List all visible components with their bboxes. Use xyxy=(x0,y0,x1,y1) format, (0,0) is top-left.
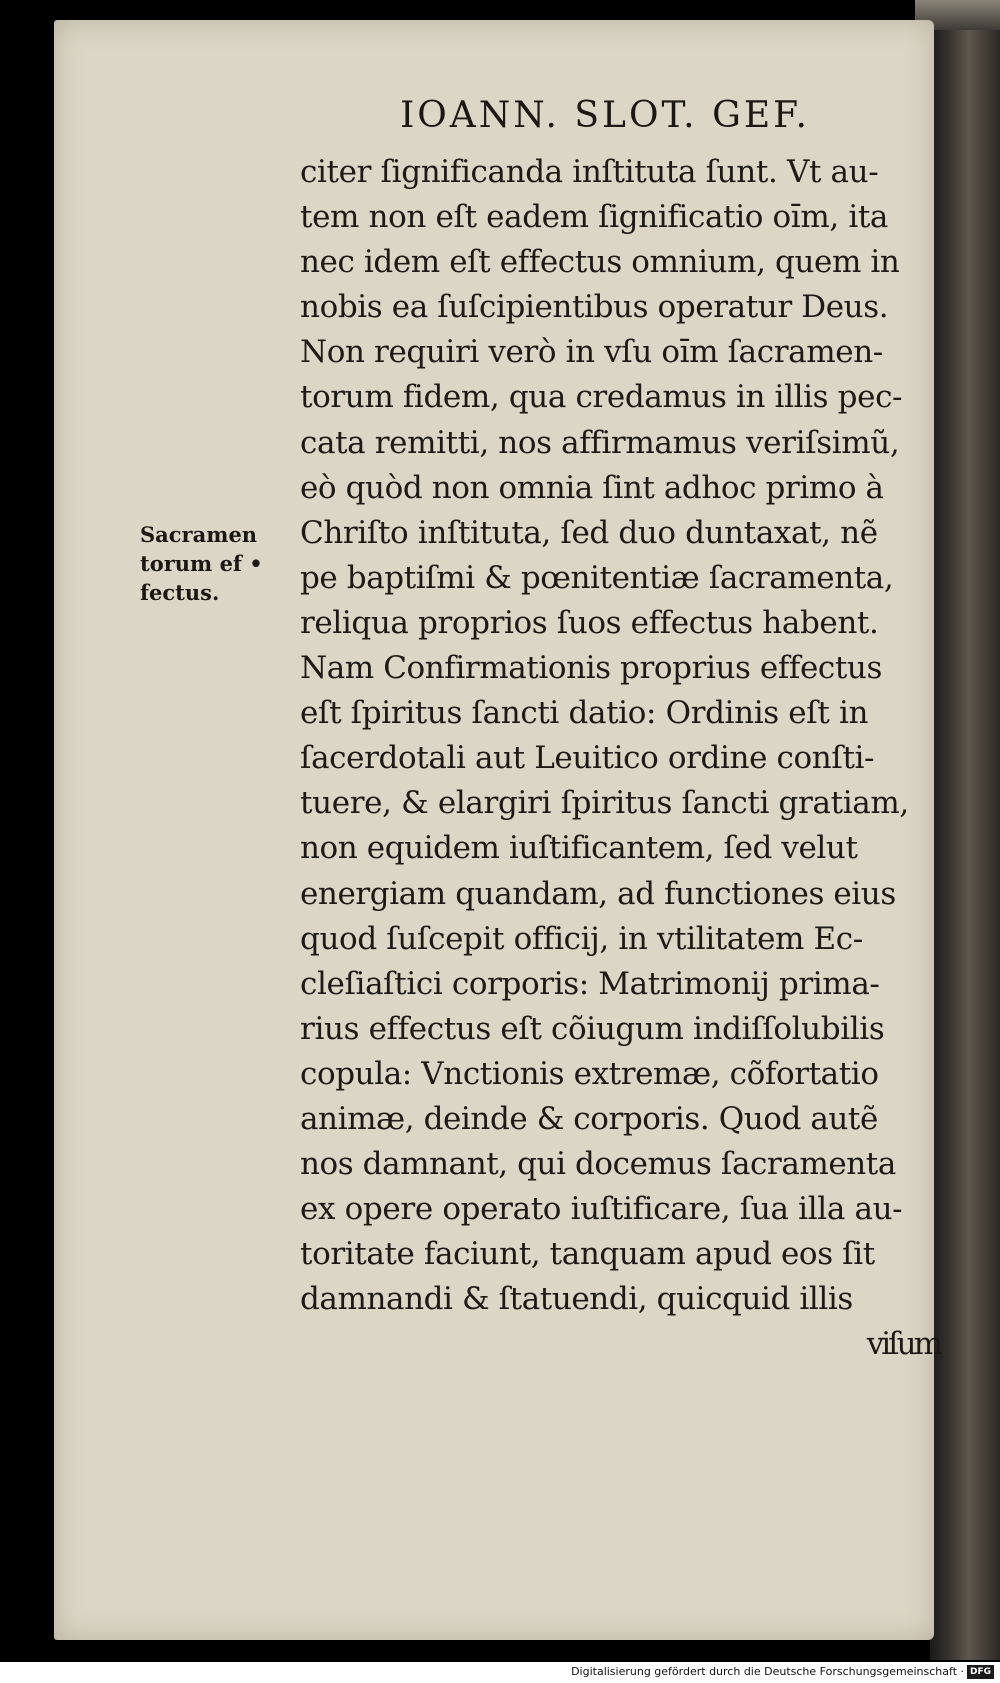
margin-note xyxy=(140,520,290,607)
text-line: citer ſignificanda inſtituta ſunt. Vt au- xyxy=(300,154,879,190)
text-line: quod ſuſcepit officij, in vtilitatem Ec- xyxy=(300,920,863,957)
text-line: damnandi & ſtatuendi, quicquid illis xyxy=(300,1281,853,1318)
text-line: copula: Vnctionis extremæ, cõfortatio xyxy=(300,1055,879,1092)
text-line: cata remitti, nos affirmamus veriſsimũ, xyxy=(300,424,900,461)
margin-note-line: torum ef • xyxy=(140,551,263,576)
margin-note-line: fectus. xyxy=(140,580,220,605)
digitization-credit: Digitalisierung gefördert durch die Deutsche Forschungsgemeinschaft · xyxy=(571,1665,964,1678)
text-line: tuere, & elargiri ſpiritus ſancti gratiam, xyxy=(300,785,909,822)
text-line: non equidem iuſtificantem, ſed velut xyxy=(300,830,858,867)
text-line: ex opere operato iuſtificare, ſua illa au- xyxy=(300,1191,903,1228)
text-line: nos damnant, qui docemus ſacramenta xyxy=(300,1146,896,1183)
body-text xyxy=(300,150,940,1368)
footer-bar xyxy=(0,1662,1000,1683)
margin-note-line: Sacramen xyxy=(140,522,258,547)
text-line: reliqua proprios ſuos effectus habent. xyxy=(300,604,879,641)
text-line: energiam quandam, ad functiones eius xyxy=(300,875,896,912)
running-head: IOANN. SLOT. GEF. xyxy=(400,95,810,136)
text-line: Nam Confirmationis proprius effectus xyxy=(300,650,882,687)
text-line: Chriſto inſtituta, ſed duo duntaxat, nẽ xyxy=(300,514,878,551)
text-line: rius effectus eſt cõiugum indiſſolubilis xyxy=(300,1010,885,1047)
text-line: animæ, deinde & corporis. Quod autẽ xyxy=(300,1100,878,1137)
text-line: eſt ſpiritus ſancti datio: Ordinis eſt in xyxy=(300,695,869,732)
text-line: toritate faciunt, tanquam apud eos ſit xyxy=(300,1236,875,1273)
text-line: nec idem eſt effectus omnium, quem in xyxy=(300,244,900,281)
catchword: viſum xyxy=(866,1326,940,1363)
text-line: torum fidem, qua credamus in illis pec- xyxy=(300,379,903,416)
text-line: eò quòd non omnia ſint adhoc primo à xyxy=(300,469,884,506)
text-line: Non requiri verò in vſu oı̄m ſacramen- xyxy=(300,334,883,371)
text-line: nobis ea ſuſcipientibus operatur Deus. xyxy=(300,289,889,326)
text-line: pe baptiſmi & pœnitentiæ ſacramenta, xyxy=(300,559,894,596)
book-edge xyxy=(930,0,1000,1660)
dfg-logo: DFG xyxy=(967,1665,994,1679)
text-line: cleſiaſtici corporis: Matrimonij prima- xyxy=(300,965,880,1002)
text-line: ſacerdotali aut Leuitico ordine conſti- xyxy=(300,740,875,777)
text-line: tem non eſt eadem ſignificatio oı̄m, ita xyxy=(300,199,889,236)
